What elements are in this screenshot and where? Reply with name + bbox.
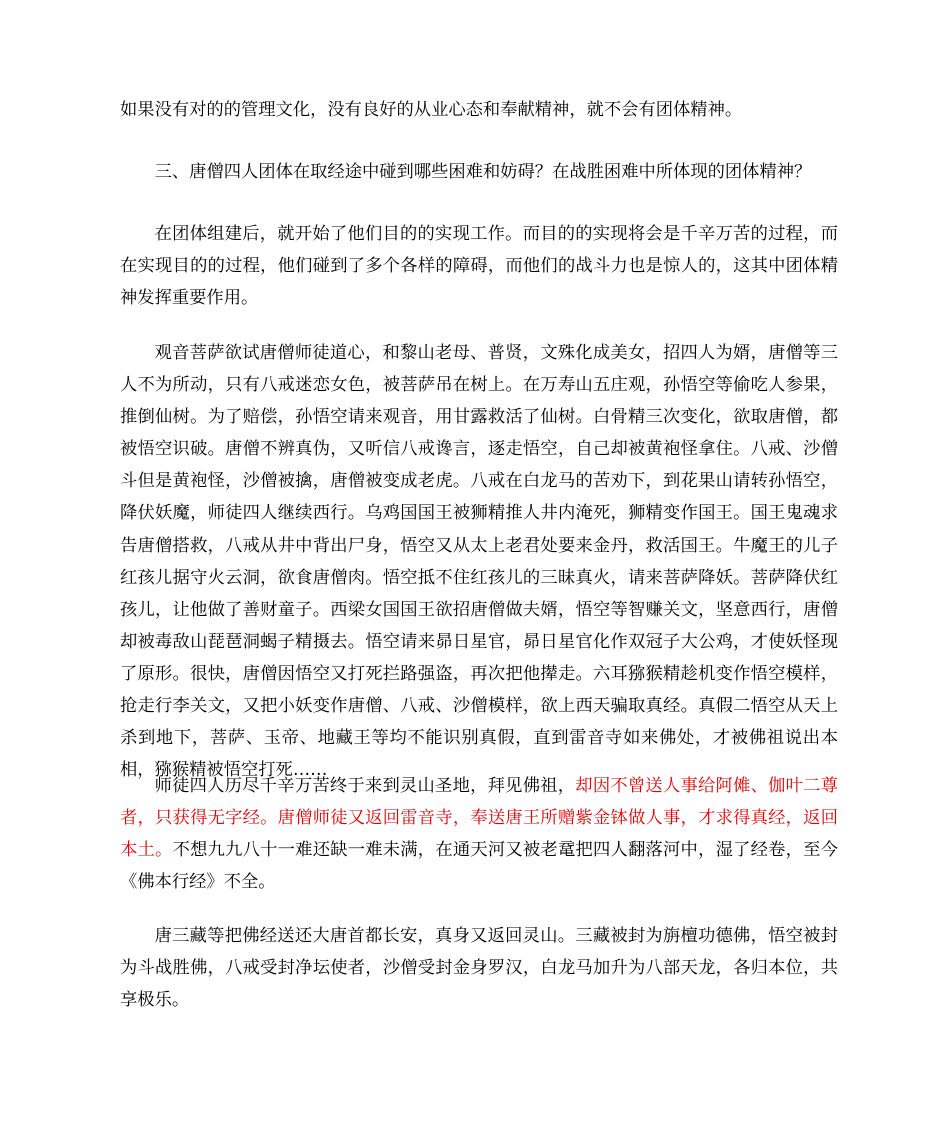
paragraph-team-goal: 在团体组建后，就开始了他们目的的实现工作。而目的的实现将会是千辛万苦的过程，而在实现目的的过程，他们碰到了多个各样的障碍，而他们的战斗力也是惊人的，这其中团体精神发挥重要作用。 <box>120 224 838 309</box>
paragraph-journey-trials: 观音菩萨欲试唐僧师徒道心，和黎山老母、普贤，文殊化成美女，招四人为婿，唐僧等三人不为所动，只有八戒迷恋女色，被菩萨吊在树上。在万寿山五庄观，孙悟空等偷吃人参果，推倒仙树。为了赔偿，孙悟空请来观音，用甘露救活了仙树。白骨精三次变化，欲取唐僧，都被悟空识破。唐僧不辨真伪，又听信八戒谗言，逐走悟空，自己却被黄袍怪拿住。八戒、沙僧斗但是黄袍怪，沙僧被擒，唐僧被变成老虎。八戒在白龙马的苦劝下，到花果山请转孙悟空，降伏妖魔，师徒四人继续西行。乌鸡国国王被狮精推人井内淹死，狮精变作国王。国王鬼魂求告唐僧搭救，八戒从井中背出尸身，悟空又从太上老君处要来金丹，救活国王。牛魔王的儿子红孩儿据守火云洞，欲食唐僧肉。悟空抵不住红孩儿的三昧真火，请来菩萨降妖。菩萨降伏红孩儿，让他做了善财童子。西梁女国国王欲招唐僧做夫婿，悟空等智赚关文，坚意西行，唐僧却被毒敌山琵琶洞蝎子精摄去。悟空请来昴日星官，昴日星官化作双冠子大公鸡，才使妖怪现了原形。很快，唐僧因悟空又打死拦路强盗，再次把他撵走。六耳猕猴精趁机变作悟空模样，抢走行李关文，又把小妖变作唐僧、八戒、沙僧模样，欲上西天骗取真经。真假二悟空从天上杀到地下，菩萨、玉帝、地藏王等均不能识别真假，直到雷音寺如来佛处，才被佛祖说出本相，猕猴精被悟空打死…… <box>120 343 838 781</box>
highlighted-text: 却因不曾送人事给阿傩、伽叶二尊者，只获得无字经。唐僧师徒又返回雷音寺，奉送唐王所赠紫金钵做人事，才求得真经，返回本土。 <box>120 776 838 861</box>
paragraph-arrival-lingshan <box>120 770 838 898</box>
paragraph-text-before: 师徒四人历尽千辛万苦终于来到灵山圣地，拜见佛祖， <box>154 776 576 796</box>
paragraph-text-after: 不想九九八十一难还缺一难未满，在通天河又被老鼋把四人翻落河中，湿了经卷，至今《佛本行经》不全。 <box>120 840 838 893</box>
section-heading-three: 三、唐僧四人团体在取经途中碰到哪些困难和妨碍？在战胜困难中所体现的团体精神？ <box>154 162 812 182</box>
paragraph-management-culture: 如果没有对的的管理文化，没有良好的从业心态和奉献精神，就不会有团体精神。 <box>120 100 743 120</box>
paragraph-return-changan: 唐三藏等把佛经送还大唐首都长安，真身又返回灵山。三藏被封为旃檀功德佛，悟空被封为斗战胜佛，八戒受封净坛使者，沙僧受封金身罗汉，白龙马加升为八部天龙，各归本位，共享极乐。 <box>120 926 838 1011</box>
